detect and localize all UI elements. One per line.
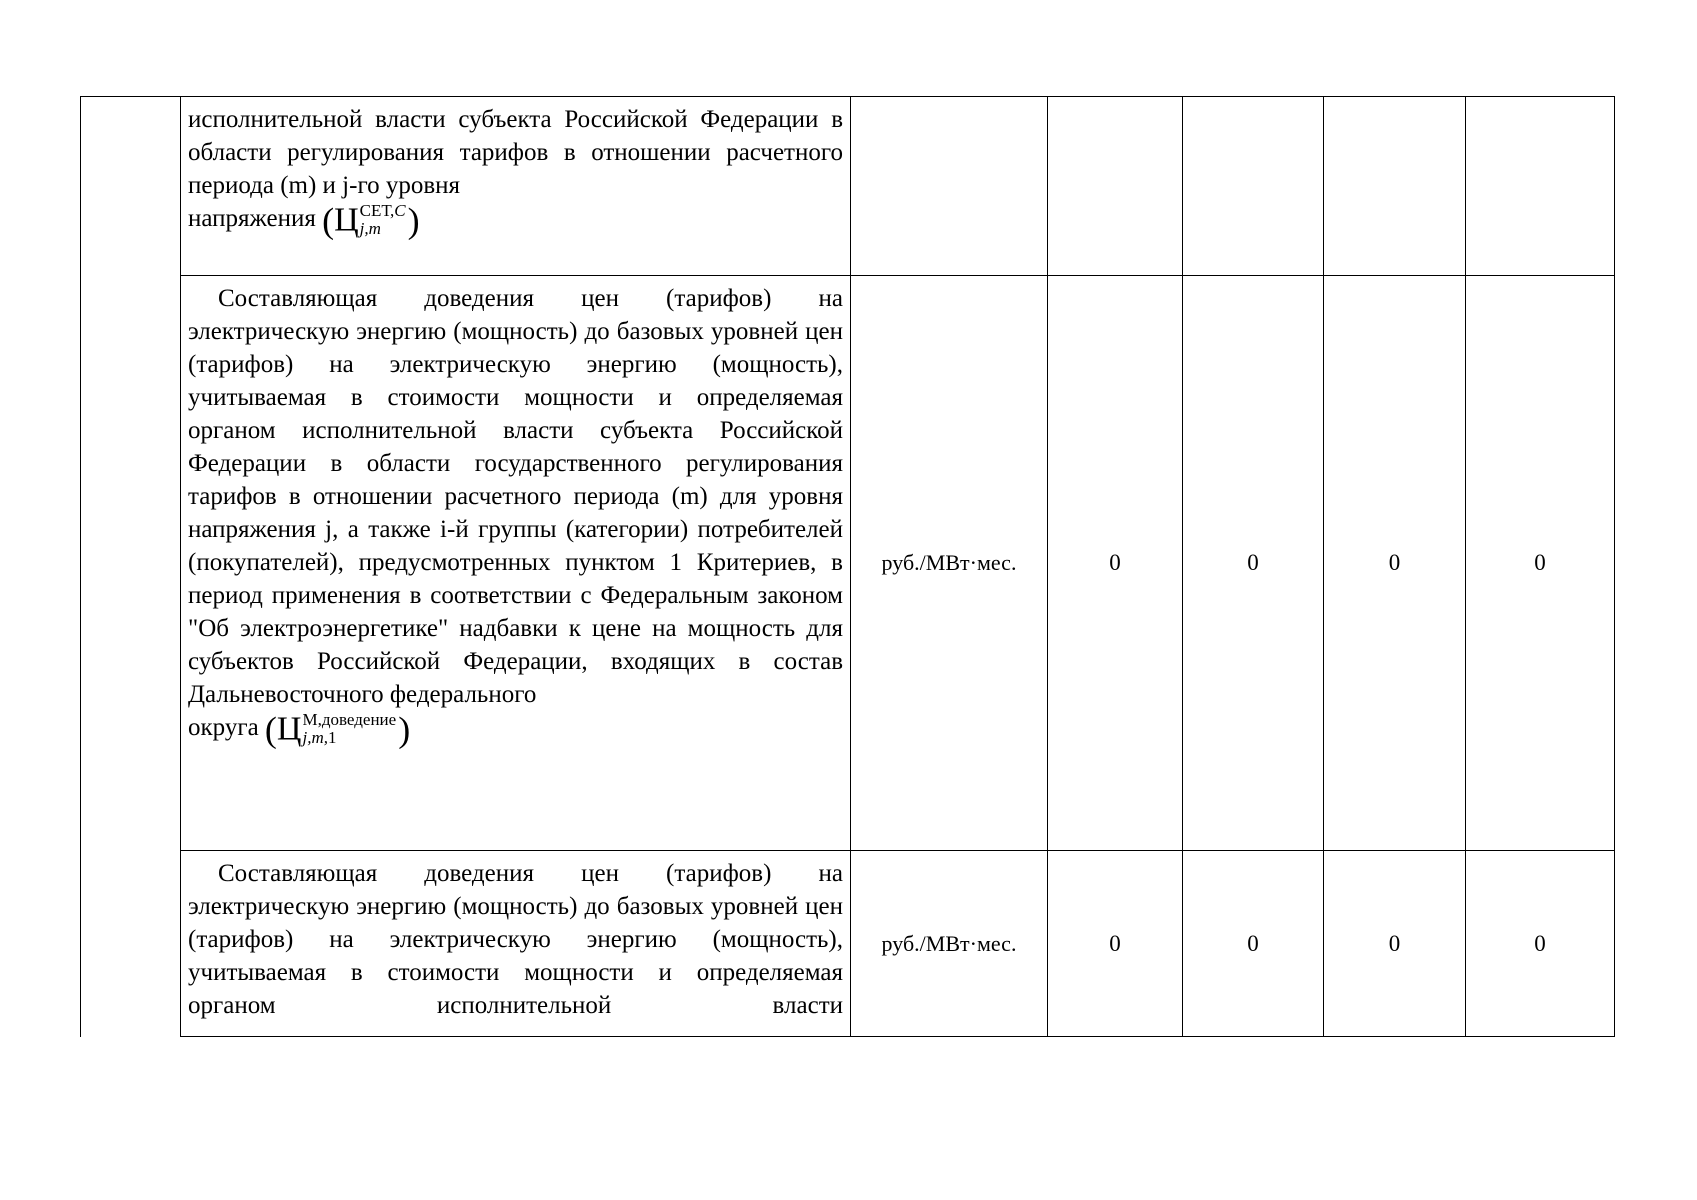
last-line-text: округа [188,714,259,741]
last-line-text: напряжения [188,205,316,232]
indicator-text: Составляющая доведения цен (тарифов) на электрическую энергию (мощность) до базовых уровней цен (тарифов) на электрическую энергию (мощность), учитываемая в стоимости мощности и определяемая органом исполнительной власти [188,860,843,1019]
formula: (Ц СЕТ,C j,m ) [322,200,420,241]
row-number-cell [81,97,181,1037]
value-cell: 0 [1048,276,1183,851]
formula-base: Ц [276,710,302,748]
tariff-table [80,96,1615,1037]
indicator-text: исполнительной власти субъекта Российской Федерации в области регулирования тарифов в отношении расчетного периода (m) и j-го уровня [188,106,843,199]
formula-sup: СЕТ, [359,201,395,221]
unit-cell: руб./МВт·мес. [851,851,1048,1037]
indicator-text-last-line [188,200,843,241]
formula-sub: j,m, [302,728,328,748]
indicator-name-cell [181,97,851,276]
value-cell: 0 [1183,851,1324,1037]
value-cell [1048,97,1183,276]
value-cell: 0 [1466,276,1615,851]
value-cell: 0 [1324,276,1466,851]
unit-cell [851,97,1048,276]
table-row [81,851,1615,1037]
formula-sub: j,m [359,219,381,239]
indicator-text: Составляющая доведения цен (тарифов) на электрическую энергию (мощность) до базовых уровней цен (тарифов) на электрическую энергию (мощность), учитываемая в стоимости мощности и определяемая органом исполнительной власти субъекта Российской Федерации в области государственного регулирования тарифов в отношении расчетного периода (m) для уровня напряжения j, а также i-й группы (категории) потребителей (покупателей), предусмотренных пунктом 1 Критериев, в период применения в соответствии с Федеральным законом "Об электроэнергетике" надбавки к цене на мощность для субъектов Российской Федерации, входящих в состав Дальневосточного федерального [188,285,843,708]
value-cell [1466,97,1615,276]
formula-sup-italic: C [394,201,406,221]
value-cell [1324,97,1466,276]
value-cell: 0 [1048,851,1183,1037]
formula-base: Ц [334,201,359,239]
formula: (Ц М,доведение j,m,1 ) [264,709,411,750]
value-cell: 0 [1466,851,1615,1037]
value-cell: 0 [1183,276,1324,851]
value-cell [1183,97,1324,276]
value-cell: 0 [1324,851,1466,1037]
formula-sup: М,доведение [302,710,397,730]
formula-sub-tail: 1 [327,728,337,748]
indicator-text-last-line [188,709,843,750]
indicator-name-cell [181,851,851,1037]
indicator-name-cell [181,276,851,851]
table-row [81,97,1615,276]
unit-cell: руб./МВт·мес. [851,276,1048,851]
table-row [81,276,1615,851]
